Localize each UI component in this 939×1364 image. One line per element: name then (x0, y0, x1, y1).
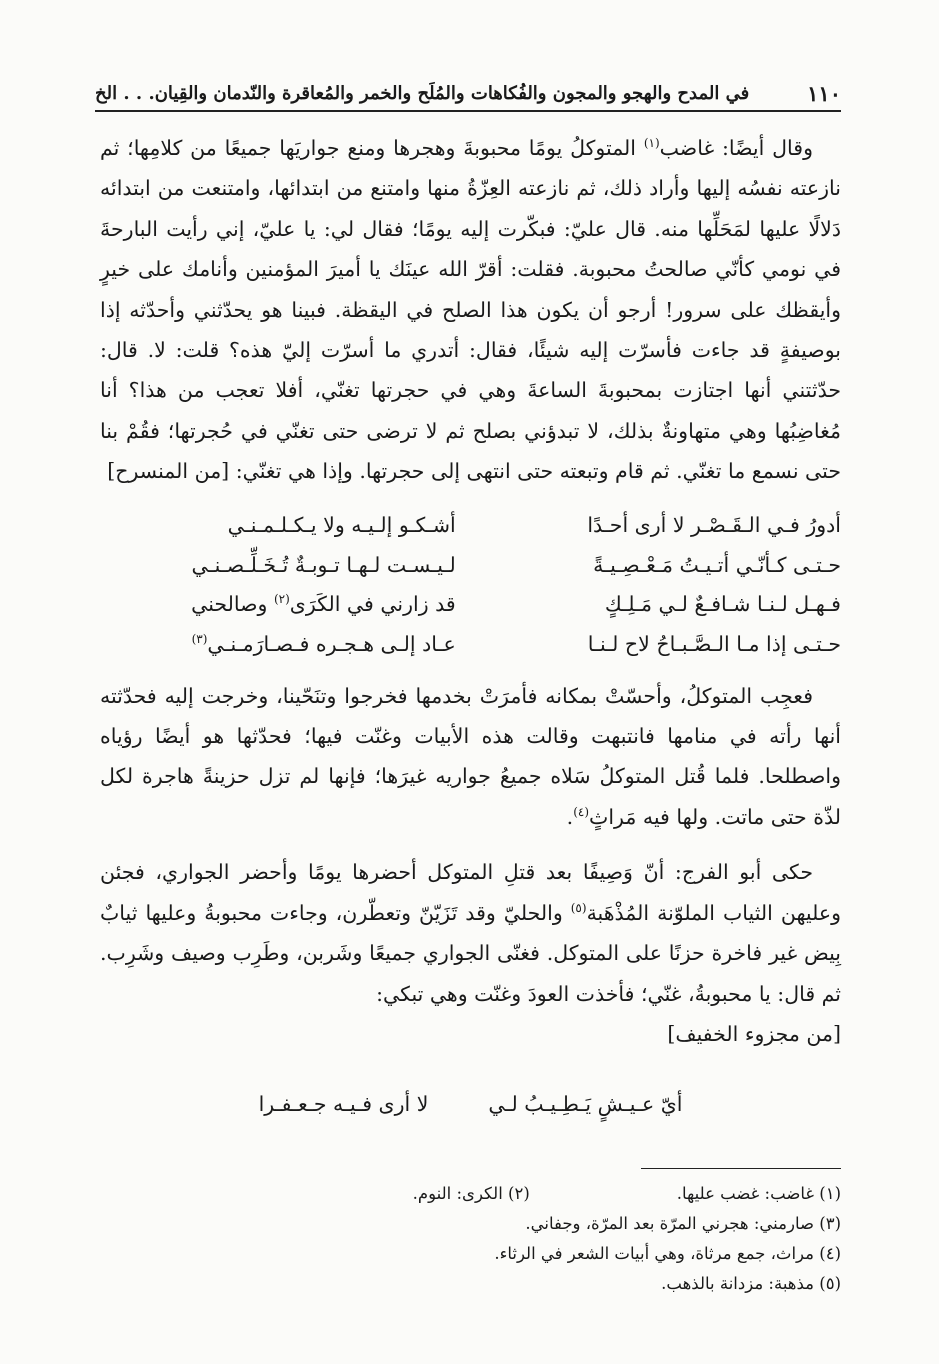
footnotes (100, 1168, 841, 1299)
verse-4-first-hemistich: حـتـى إذا مـا الـصَّـبـاحُ لاح لـنـا (587, 631, 841, 656)
verse-4 (100, 624, 841, 664)
verse-3-second-a: قد زارني في الكَرَى (289, 592, 456, 617)
paragraph-2-text-a: فعجِب المتوكلُ، وأحسّتْ بمكانه فأمرَتْ بخدمها فخرجوا وتنَحّينا، وخرجت إليه فحدّثته أنها رأته في منامها فانتبهت وقالت هذه الأبيات وغنّت فيها؛ فحدّثها هو أيضًا رؤياه واصطلحا. فلما قُتل المتوكلُ سَلاه جميعُ جواريه غيرَها؛ فإنها لم تزل حزينةً هاجرة لكل لذّة حتى ماتت. ولها فيه مَراثٍ (100, 683, 841, 829)
footnote-divider (641, 1168, 841, 1169)
footnote-ref-3: (٣) (191, 631, 208, 646)
footnote-ref-1: (١) (643, 136, 660, 151)
verse-2-first-hemistich: حـتـى كـأنّـي أتـيـتُ مَـعْـصِـيـةً (593, 552, 841, 577)
footnote-4-text: مراث، جمع مرثاة، وهي أبيات الشعر في الرثاء. (494, 1244, 814, 1263)
verse-1 (100, 506, 841, 546)
page-number: ١١٠ (807, 80, 841, 106)
footnote-5-text: مذهبة: مزدانة بالذهب. (661, 1274, 814, 1293)
verse-3-second-b: وصالحني (191, 592, 274, 617)
verse-1-second-hemistich: أشـكـو إلـيـه ولا يـكـلـمـنـي (227, 513, 456, 538)
paragraph-2-text-b: . (566, 804, 574, 829)
footnote-ref-4: (٤) (573, 805, 590, 820)
verse-3-first-hemistich: فـهـل لـنـا شـافـعٌ لـي مَـلِـكٍ (604, 592, 841, 617)
poem (100, 506, 841, 664)
footnote-3-num: (٣) (819, 1214, 841, 1233)
final-verse-second-hemistich: لا أرى فـيـه جـعـفـرا (258, 1092, 429, 1117)
verse-4-second-hemistich (100, 624, 456, 664)
footnote-2-text: الكرى: النوم. (412, 1184, 503, 1203)
footnote-2 (219, 1179, 530, 1209)
paragraph-1-text-b: المتوكلُ يومًا محبوبةَ وهجرها ومنع جواريَها جميعًا من كلامِها؛ ثم نازعته نفسُه إليها وأراد ذلك، ثم نازعته العِزّةُ منها وامتنع من ابتدائها، وامتنعت من ابتدائه دَلالًا عليها لمَحَلِّها منه. قال عليّ: فبكّرت إليه يومًا؛ فقال لي: يا عليّ، إني رأيت البارحةَ في نومي كأنّي صالحتُ محبوبة. فقلت: أقرّ الله عينَك يا أميرَ المؤمنين وأنامك على خيرٍ وأيقظك على سرور! أرجو أن يكون هذا الصلح في اليقظة. فبينا هو يحدّثني وأحدّثه إذا بوصيفةٍ قد جاءت فأسرّت إليه شيئًا، فقال: أتدري ما أسرّت إليّ هذه؟ قلت: لا. قال: حدّثتني أنها اجتازت بمحبوبةَ الساعةَ وهي في حجرتها تغنّي، أفلا تعجب من هذا؟ أنا مُغاضِبُها وهي متهاونةٌ بذلك، لا تبدؤني بصلح ثم لا ترضى حتى تغنّي في حُجرتها؛ فقُمْ بنا حتى نسمع ما تغنّي. ثم قام وتبعته حتى انتهى إلى حجرتها. وإذا هي تغنّي: (100, 136, 841, 484)
final-verse-first-hemistich: أيّ عـيـشٍ يَـطِـيـبُ لـي (488, 1092, 683, 1117)
footnote-1 (530, 1179, 841, 1209)
footnote-5-num: (٥) (819, 1274, 841, 1293)
paragraph-1 (100, 128, 841, 492)
verse-3 (100, 585, 841, 625)
meter-label-2: [من مجزوء الخفيف] (667, 1021, 841, 1046)
page-header (95, 76, 841, 112)
meter-label-1: [من المنسرح] (107, 459, 230, 484)
running-title: في المدح والهجو والمجون والفُكاهات والمُلَح والخمر والمُعاقرة والنّدمان والقِيان. . . الخ (95, 82, 750, 104)
paragraph-3 (100, 852, 841, 1014)
verse-2-second-hemistich: لـيـسـت لـهـا تـوبـةٌ تُـخَـلِّـصـنـي (191, 552, 456, 577)
verse-1-first-hemistich: أدورُ فـي الـقَـصْـر لا أرى أحـدًا (587, 513, 841, 538)
footnote-5 (100, 1269, 841, 1299)
footnote-row-1 (100, 1179, 841, 1209)
paragraph-1-text-a: وقال أيضًا: غاضب (659, 136, 813, 160)
footnote-3 (100, 1209, 841, 1239)
verse-3-second-hemistich (100, 584, 456, 624)
footnote-ref-5: (٥) (570, 900, 587, 915)
footnote-1-num: (١) (819, 1184, 841, 1203)
footnote-3-text: صارمني: هجرني المرّة بعد المرّة، وجفاني. (525, 1214, 814, 1233)
footnote-1-text: غاضب: غضب عليها. (676, 1184, 814, 1203)
verse-4-second-a: عـاد إلـى هـجـره فـصـارَمـنـي (207, 631, 456, 656)
paragraph-3-text-b: والحليّ وقد تَزَيّنّ وتعطّرن، وجاءت محبوبةُ وعليها ثيابٌ بِيض غير فاخرة حزنًا على المتوكل. فغنّى الجواري جميعًا وشَربن، وطَرِب وصيف وشَرِب. ثم قال: يا محبوبةُ، غنّي؛ فأخذت العودَ وغنّت وهي تبكي: (100, 900, 841, 1006)
verse-2 (100, 545, 841, 585)
paragraph-2 (100, 676, 841, 838)
footnote-4 (100, 1239, 841, 1269)
footnote-ref-2: (٢) (273, 592, 290, 607)
footnote-4-num: (٤) (819, 1244, 841, 1263)
main-text (100, 128, 841, 1125)
final-verse (100, 1084, 841, 1124)
footnote-2-num: (٢) (508, 1184, 530, 1203)
paragraph-3-text-a: حكى أبو الفرج: أنّ وَصِيفًا بعد قتلِ المتوكل أحضرها يومًا وأحضر الجواري، فجئن وعليهن الثياب الملوّنة المُذْهَبة (100, 860, 841, 925)
